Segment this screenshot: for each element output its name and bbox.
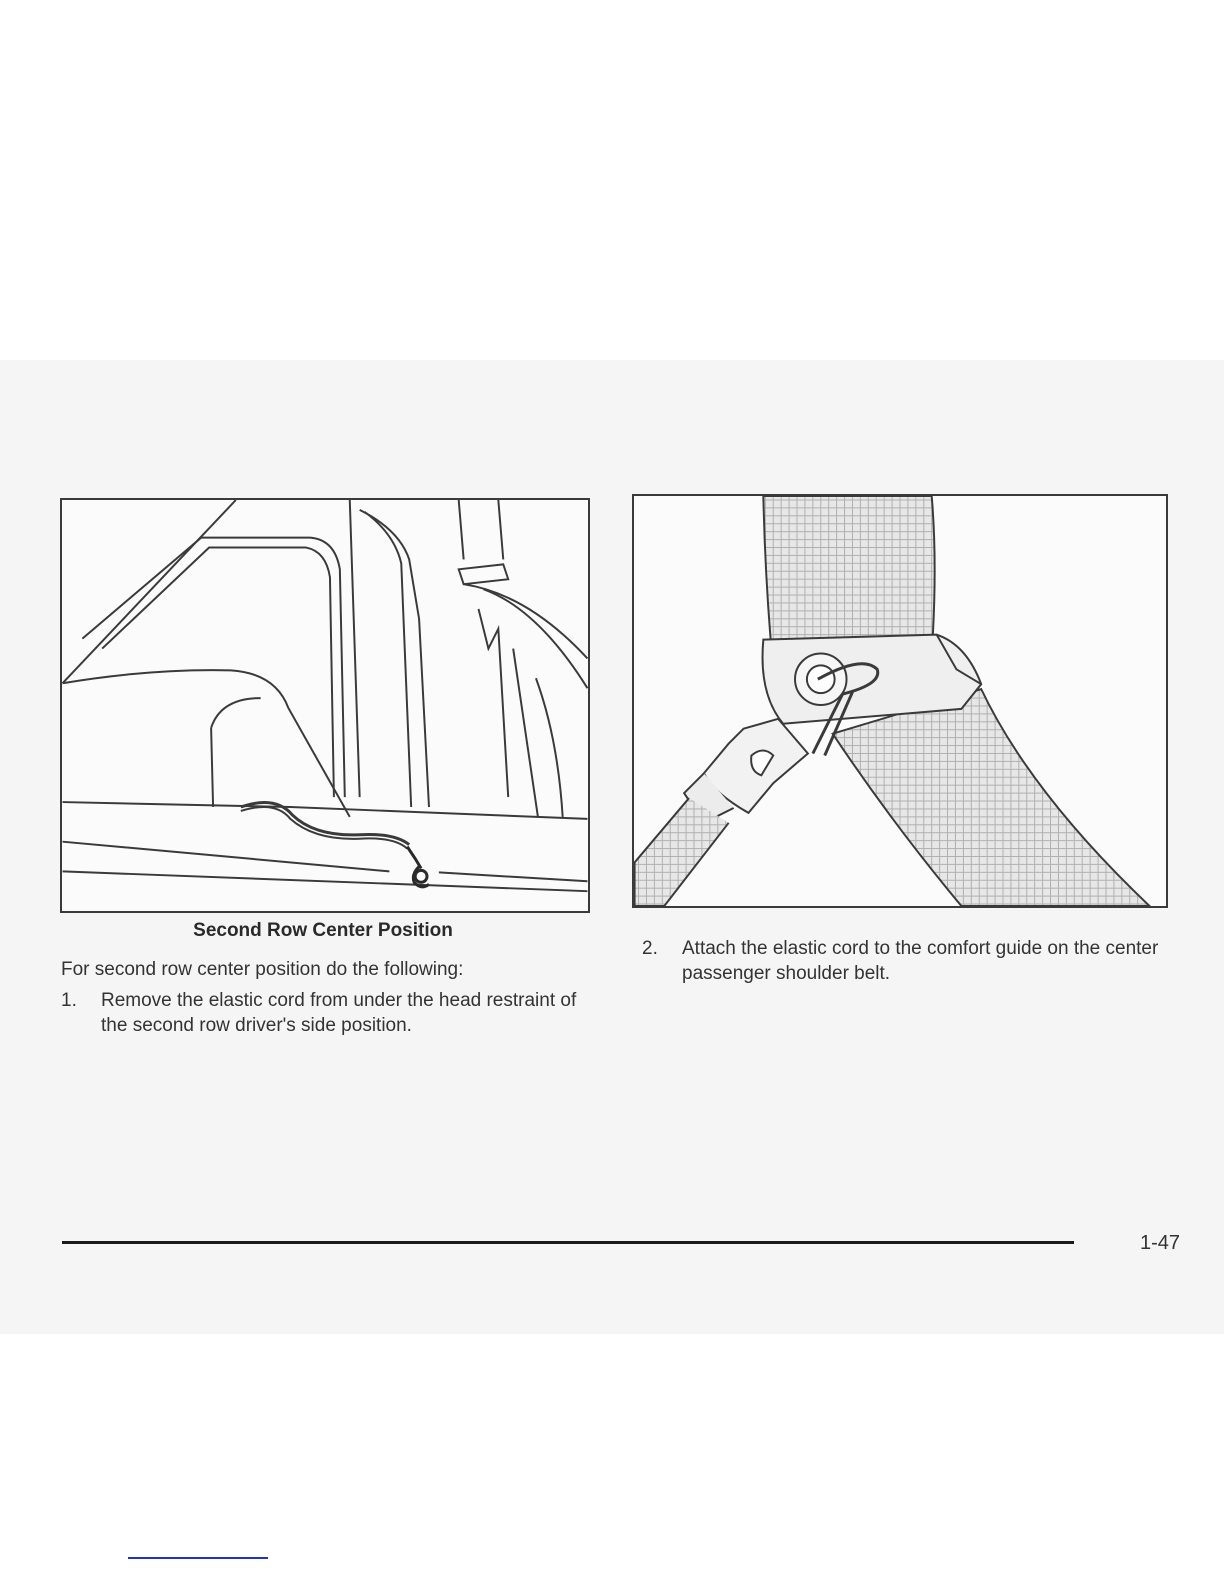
footer-rule bbox=[62, 1241, 1074, 1244]
figure-caption: Second Row Center Position bbox=[193, 920, 453, 941]
page-number: 1-47 bbox=[1139, 1232, 1180, 1254]
comfort-guide-illustration bbox=[632, 494, 1168, 908]
step-2 bbox=[642, 936, 1172, 988]
step-number: 2. bbox=[642, 938, 658, 959]
comfort-guide-drawing bbox=[634, 496, 1166, 906]
step-number: 1. bbox=[61, 990, 77, 1011]
intro-text: For second row center position do the following: bbox=[61, 959, 464, 980]
link-underline[interactable] bbox=[128, 1557, 268, 1559]
step-text: Remove the elastic cord from under the head restraint of the second row driver's side position. bbox=[101, 990, 577, 1036]
step-1 bbox=[61, 988, 581, 1040]
seat-cord-illustration bbox=[60, 498, 590, 913]
step-text: Attach the elastic cord to the comfort guide on the center passenger shoulder belt. bbox=[682, 938, 1159, 984]
seat-cord-drawing bbox=[62, 500, 588, 911]
